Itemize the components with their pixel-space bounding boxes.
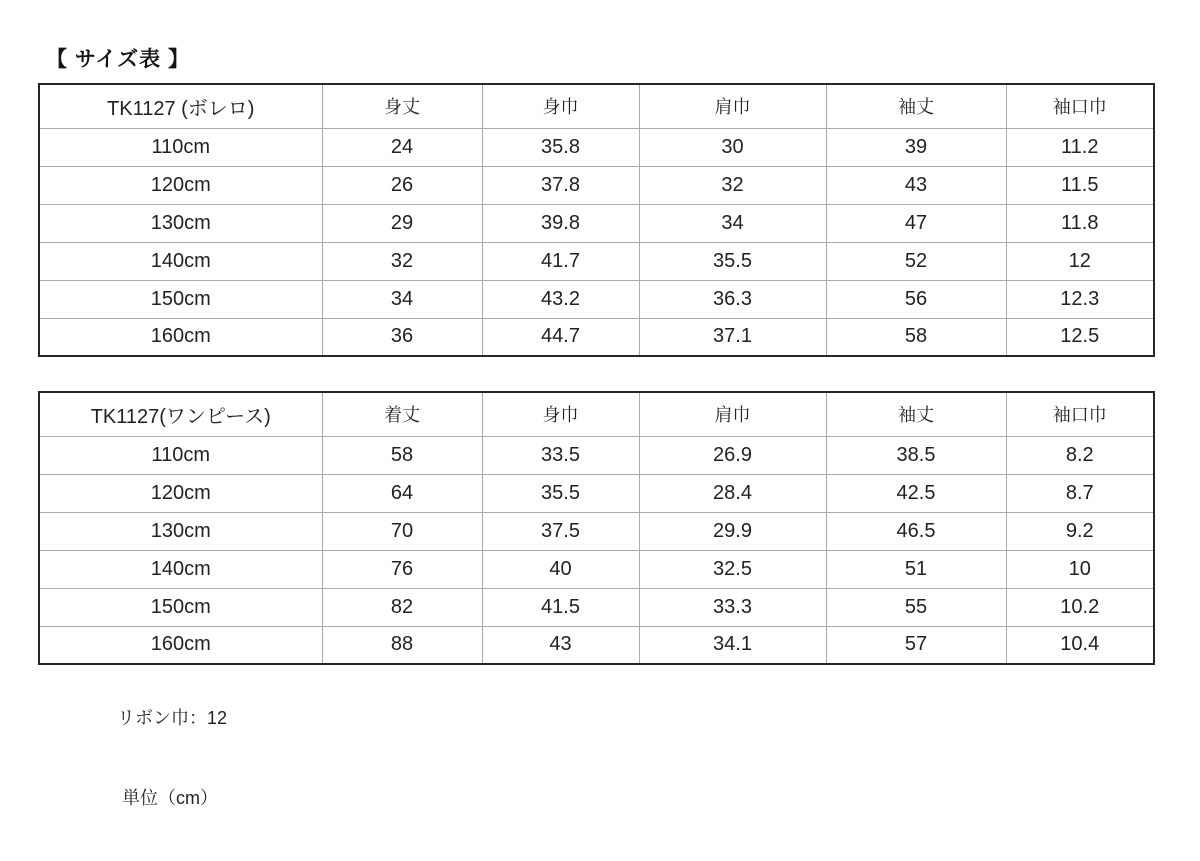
value-cell: 28.4 [639, 474, 826, 512]
table-row [39, 588, 1154, 626]
value-cell: 47 [826, 204, 1006, 242]
value-cell: 82 [322, 588, 482, 626]
table-row [39, 280, 1154, 318]
value-cell: 24 [322, 128, 482, 166]
size-cell: 130cm [39, 512, 322, 550]
size-cell: 140cm [39, 550, 322, 588]
value-cell: 76 [322, 550, 482, 588]
size-cell: 120cm [39, 166, 322, 204]
table-row [39, 318, 1154, 356]
value-cell: 70 [322, 512, 482, 550]
column-header-body-width: 身巾 [482, 392, 639, 436]
size-cell: 130cm [39, 204, 322, 242]
table-row [39, 166, 1154, 204]
value-cell: 57 [826, 626, 1006, 664]
column-header-cuff-width: 袖口巾 [1006, 84, 1154, 128]
value-cell: 39.8 [482, 204, 639, 242]
column-header-sleeve-length: 袖丈 [826, 84, 1006, 128]
value-cell: 40 [482, 550, 639, 588]
value-cell: 35.5 [639, 242, 826, 280]
size-cell: 140cm [39, 242, 322, 280]
table-row [39, 242, 1154, 280]
value-cell: 37.1 [639, 318, 826, 356]
value-cell: 43 [482, 626, 639, 664]
value-cell: 8.7 [1006, 474, 1154, 512]
value-cell: 33.5 [482, 436, 639, 474]
value-cell: 46.5 [826, 512, 1006, 550]
unit-note: 単位（cm） [122, 788, 218, 808]
value-cell: 36.3 [639, 280, 826, 318]
table-row [39, 474, 1154, 512]
product-name-bolero: TK1127 (ボレロ) [39, 84, 322, 128]
column-header-shoulder-width: 肩巾 [639, 392, 826, 436]
value-cell: 32.5 [639, 550, 826, 588]
column-header-shoulder-width: 肩巾 [639, 84, 826, 128]
table-row [39, 204, 1154, 242]
value-cell: 29 [322, 204, 482, 242]
value-cell: 33.3 [639, 588, 826, 626]
value-cell: 9.2 [1006, 512, 1154, 550]
size-cell: 160cm [39, 626, 322, 664]
product-name-onepiece: TK1127(ワンピース) [39, 392, 322, 436]
column-header-body-width: 身巾 [482, 84, 639, 128]
value-cell: 44.7 [482, 318, 639, 356]
page-title: 【 サイズ表 】 [46, 48, 190, 71]
size-cell: 160cm [39, 318, 322, 356]
value-cell: 35.5 [482, 474, 639, 512]
bolero-size-table [38, 83, 1155, 357]
value-cell: 38.5 [826, 436, 1006, 474]
value-cell: 10 [1006, 550, 1154, 588]
value-cell: 43 [826, 166, 1006, 204]
value-cell: 56 [826, 280, 1006, 318]
column-header-body-length: 身丈 [322, 84, 482, 128]
value-cell: 34 [322, 280, 482, 318]
value-cell: 8.2 [1006, 436, 1154, 474]
value-cell: 11.2 [1006, 128, 1154, 166]
value-cell: 36 [322, 318, 482, 356]
size-cell: 150cm [39, 588, 322, 626]
size-cell: 150cm [39, 280, 322, 318]
value-cell: 29.9 [639, 512, 826, 550]
value-cell: 37.8 [482, 166, 639, 204]
value-cell: 35.8 [482, 128, 639, 166]
value-cell: 12.5 [1006, 318, 1154, 356]
value-cell: 37.5 [482, 512, 639, 550]
value-cell: 26 [322, 166, 482, 204]
value-cell: 51 [826, 550, 1006, 588]
value-cell: 58 [826, 318, 1006, 356]
column-header-sleeve-length: 袖丈 [826, 392, 1006, 436]
value-cell: 12 [1006, 242, 1154, 280]
column-header-garment-length: 着丈 [322, 392, 482, 436]
value-cell: 32 [639, 166, 826, 204]
value-cell: 34 [639, 204, 826, 242]
size-cell: 110cm [39, 128, 322, 166]
value-cell: 58 [322, 436, 482, 474]
value-cell: 26.9 [639, 436, 826, 474]
column-header-cuff-width: 袖口巾 [1006, 392, 1154, 436]
value-cell: 10.4 [1006, 626, 1154, 664]
value-cell: 88 [322, 626, 482, 664]
value-cell: 43.2 [482, 280, 639, 318]
value-cell: 55 [826, 588, 1006, 626]
value-cell: 64 [322, 474, 482, 512]
value-cell: 39 [826, 128, 1006, 166]
ribbon-width-note: リボン巾：12 [117, 708, 228, 728]
value-cell: 32 [322, 242, 482, 280]
table-row [39, 128, 1154, 166]
value-cell: 41.7 [482, 242, 639, 280]
onepiece-size-table [38, 391, 1155, 665]
value-cell: 34.1 [639, 626, 826, 664]
value-cell: 52 [826, 242, 1006, 280]
value-cell: 30 [639, 128, 826, 166]
table-row [39, 626, 1154, 664]
size-cell: 110cm [39, 436, 322, 474]
table-row [39, 436, 1154, 474]
table-header-row [39, 84, 1154, 128]
table-row [39, 512, 1154, 550]
value-cell: 11.5 [1006, 166, 1154, 204]
value-cell: 10.2 [1006, 588, 1154, 626]
size-cell: 120cm [39, 474, 322, 512]
value-cell: 42.5 [826, 474, 1006, 512]
value-cell: 12.3 [1006, 280, 1154, 318]
value-cell: 41.5 [482, 588, 639, 626]
table-header-row [39, 392, 1154, 436]
value-cell: 11.8 [1006, 204, 1154, 242]
table-row [39, 550, 1154, 588]
